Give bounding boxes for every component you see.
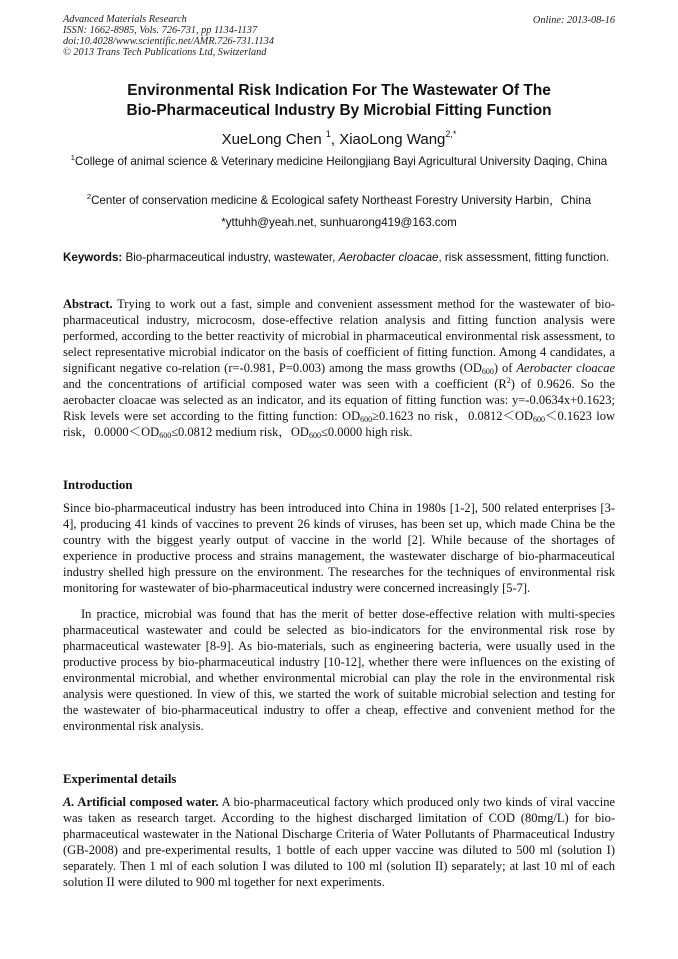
author-2-name: XiaoLong Wang xyxy=(339,131,446,148)
author-list xyxy=(40,131,638,149)
keywords-species: Aerobacter cloacae xyxy=(338,251,439,264)
abstract-text-8: ≤0.0000 high risk. xyxy=(320,425,413,440)
introduction-heading: Introduction xyxy=(63,478,133,492)
abstract-text-5: ≥0.1623 no risk，0.0812＜OD xyxy=(372,409,534,424)
title-line-2: Bio-Pharmaceutical Industry By Microbial Fitting Function xyxy=(126,102,552,119)
abstract-text-1: Trying to work out a fast, simple and convenient assessment method for the wastewater of bio-pharmaceutical industry, microcosm, dose-effective relation analysis and fitting function analysis were performed, according to the better reactivity of microbial in pharmaceutical environmental risk assessment, to select representative microbial indicator on the basis of coefficient of fitting function. Among 4 candidates, a significant negative co-relation (r=-0.981, P=0.003) among the mass growths (OD xyxy=(63,297,615,376)
introduction-paragraph-1: Since bio-pharmaceutical industry has been introduced into China in 1980s [1-2], 500 related enterprises [3-4], producing 41 kinds of vaccines to prevent 26 kinds of viruses, has been set up, which made China be the country with the biggest yearly output of vaccine in the world [2]. While because of the shortages of experience in productive process and strains management, the wastewater discharge of bio-pharmaceutical industry shelled high pressure on the environment. The researches for the techniques of environmental risk monitoring for wastewater of bio-pharmaceutical industry were concerned increasingly [5-7]. xyxy=(63,501,615,596)
online-date: Online: 2013-08-16 xyxy=(532,15,615,26)
subsection-label xyxy=(63,795,219,809)
subsection-letter: A. xyxy=(63,795,75,809)
keywords-label: Keywords: xyxy=(63,251,123,264)
abstract-label: Abstract. xyxy=(63,297,113,311)
author-1-affiliation-mark: 1 xyxy=(325,129,331,139)
experimental-paragraph xyxy=(63,794,615,890)
subsection-title: Artificial composed water. xyxy=(74,795,219,809)
keywords xyxy=(63,251,615,266)
abstract-sub-2: 600 xyxy=(360,415,373,425)
author-separator: , xyxy=(330,131,340,148)
abstract-sub-4: 600 xyxy=(159,431,172,441)
abstract-text-4: ) of 0.9626. So the aerobacter cloacae was selected as an indicator, and its equation of fitting function was: y=-0.0634x+0.1623; Risk levels were set according to the fitting function: OD xyxy=(63,377,615,424)
abstract-species: Aerobacter cloacae xyxy=(516,361,615,376)
abstract-sub-1: 600 xyxy=(481,367,494,377)
abstract-text-2: ) of xyxy=(493,361,517,376)
keywords-text-1: Bio-pharmaceutical industry, wastewater, xyxy=(122,251,339,264)
affiliation-1 xyxy=(63,154,615,169)
title-line-1: Environmental Risk Indication For The Wastewater Of The xyxy=(127,82,551,99)
issn-line: ISSN: 1662-8985, Vols. 726-731, pp 1134-1137 xyxy=(63,25,258,36)
affiliation-2-mark: 2 xyxy=(86,192,92,201)
keywords-text-2: , risk assessment, fitting function. xyxy=(438,251,610,264)
abstract xyxy=(63,296,615,440)
affiliation-2 xyxy=(63,193,615,208)
experimental-text: A bio-pharmaceutical factory which produced only two kinds of viral vaccine was taken as research target. According to the highest discharged limitation of COD (80mg/L) for bio-pharmaceutical wastewater in the National Discharge Criteria of Water Pollutants of Pharmaceutical Industry (GB-2008) and pre-experimental results, 1 bottle of each upper vaccine was diluted to 500 ml (solution I) separately. Then 1 ml of each solution I was diluted to 100 ml (solution II) separately; at last 10 ml of each solution II were diluted to 900 ml together for next experiments. xyxy=(63,795,615,890)
copyright-line: © 2013 Trans Tech Publications Ltd, Switzerland xyxy=(63,47,267,58)
abstract-text-3: and the concentrations of artificial composed water was seen with a coefficient (R xyxy=(63,377,507,392)
author-1-name: XueLong Chen xyxy=(221,131,322,148)
corresponding-email: *yttuhh@yeah.net, sunhuarong419@163.com xyxy=(221,216,457,229)
author-2-affiliation-mark: 2,* xyxy=(445,129,457,139)
paper-title xyxy=(40,81,638,121)
abstract-sub-5: 600 xyxy=(308,431,321,441)
abstract-sub-3: 600 xyxy=(533,415,546,425)
introduction-paragraph-2: In practice, microbial was found that has the merit of better dose-effective relation with multi-species pharmaceutical wastewater and could be selected as bio-indicators for the environmental risk rose by pharmaceutical wastewater [8-9]. As bio-materials, such as engineering bacteria, were usually used in the productive process by bio-pharmaceutical industry [10-12], whether there were influences on the existing of environmental microbial, and whether environmental microbial can play the role in the environmental risk analysis were questioned. In view of this, we started the work of suitable microbial selection and testing for the wastewater of bio-pharmaceutical industry to offer a cheap, effective and convenient method for the environmental risk analysis. xyxy=(63,607,615,734)
abstract-sup: 2 xyxy=(506,376,511,386)
affiliation-2-text: Center of conservation medicine & Ecological safety Northeast Forestry University Harbin，China xyxy=(91,194,592,207)
abstract-text-6: ＜0.1623 low risk，0.0000＜OD xyxy=(63,409,615,440)
abstract-text-7: ≤0.0812 medium risk，OD xyxy=(171,425,309,440)
affiliation-1-mark: 1 xyxy=(70,153,75,162)
journal-name: Advanced Materials Research xyxy=(63,14,187,25)
experimental-heading: Experimental details xyxy=(63,772,177,786)
doi-line: doi:10.4028/www.scientific.net/AMR.726-731.1134 xyxy=(63,36,274,47)
affiliation-1-text: College of animal science & Veterinary medicine Heilongjiang Bayi Agricultural University Daqing, China xyxy=(74,155,608,168)
